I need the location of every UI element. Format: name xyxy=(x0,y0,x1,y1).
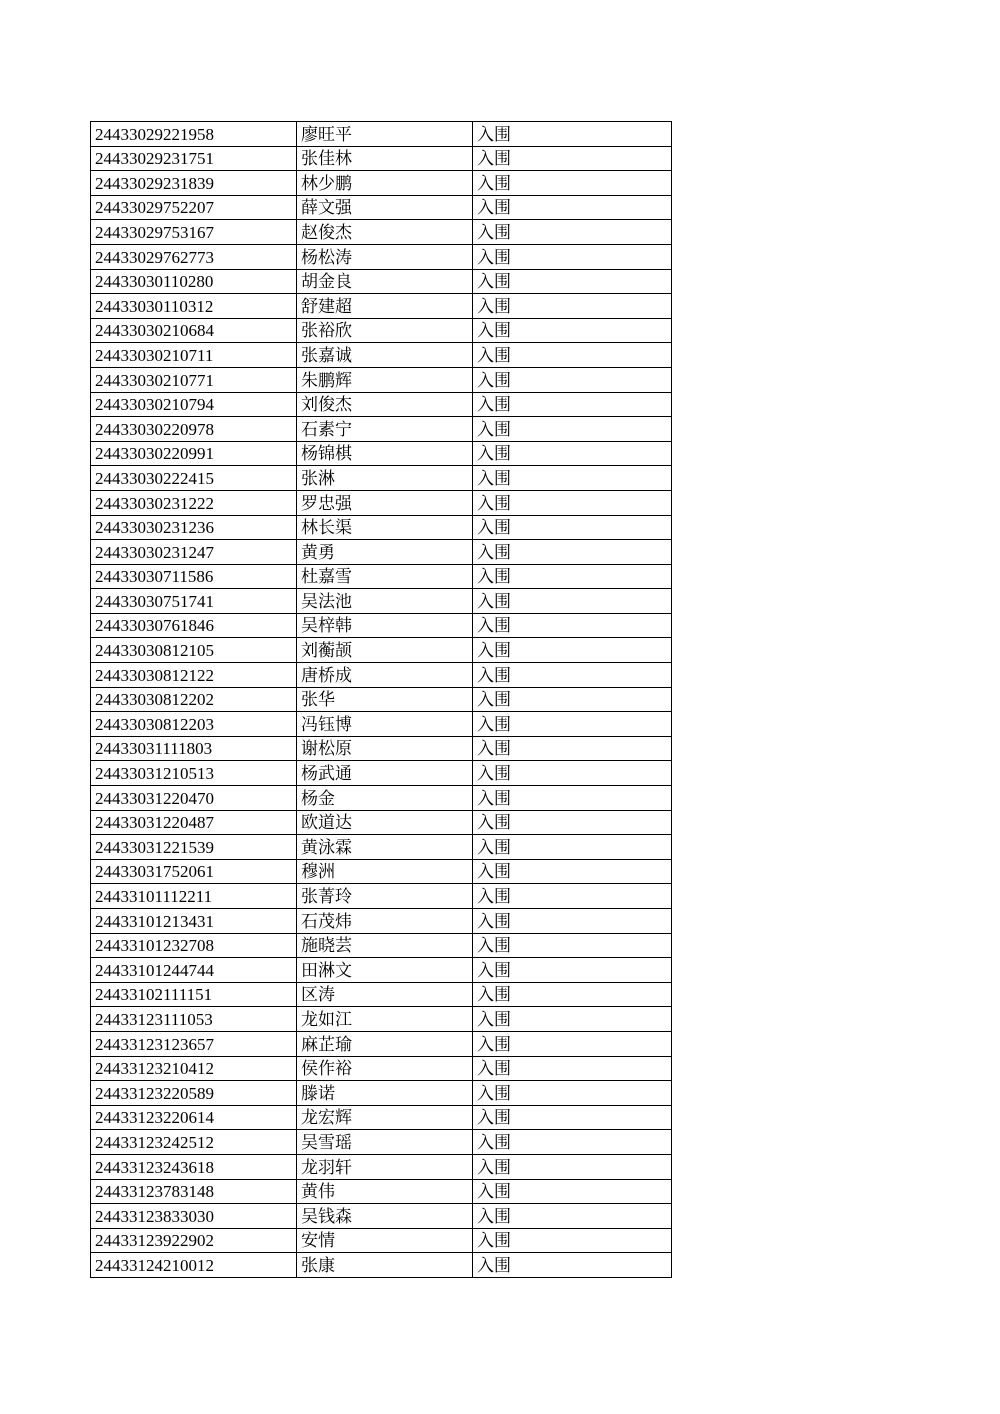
table-row xyxy=(91,269,672,294)
status-cell: 入围 xyxy=(473,1154,672,1179)
table-row xyxy=(91,564,672,589)
candidate-id-cell: 24433029752207 xyxy=(91,195,297,220)
candidate-name-cell: 黄伟 xyxy=(297,1179,473,1204)
candidate-id-cell: 24433123220614 xyxy=(91,1105,297,1130)
status-cell: 入围 xyxy=(473,786,672,811)
candidate-name-cell: 吴雪瑶 xyxy=(297,1130,473,1155)
table-row xyxy=(91,343,672,368)
table-row xyxy=(91,294,672,319)
table-row xyxy=(91,441,672,466)
table-row xyxy=(91,1253,672,1278)
candidate-id-cell: 24433030812203 xyxy=(91,712,297,737)
candidate-name-cell: 滕诺 xyxy=(297,1081,473,1106)
status-cell: 入围 xyxy=(473,1130,672,1155)
candidate-name-cell: 杨松涛 xyxy=(297,244,473,269)
table-row xyxy=(91,1081,672,1106)
candidate-name-cell: 石茂炜 xyxy=(297,909,473,934)
status-cell: 入围 xyxy=(473,589,672,614)
table-row xyxy=(91,958,672,983)
candidate-id-cell: 24433030220978 xyxy=(91,417,297,442)
candidate-id-cell: 24433030220991 xyxy=(91,441,297,466)
candidate-name-cell: 吴钱森 xyxy=(297,1204,473,1229)
candidate-id-cell: 24433123220589 xyxy=(91,1081,297,1106)
table-row xyxy=(91,1031,672,1056)
status-cell: 入围 xyxy=(473,392,672,417)
results-table xyxy=(90,121,672,1278)
candidate-id-cell: 24433030210684 xyxy=(91,318,297,343)
status-cell: 入围 xyxy=(473,1105,672,1130)
table-row xyxy=(91,490,672,515)
candidate-name-cell: 杜嘉雪 xyxy=(297,564,473,589)
candidate-name-cell: 刘俊杰 xyxy=(297,392,473,417)
candidate-name-cell: 吴梓韩 xyxy=(297,613,473,638)
candidate-name-cell: 林长渠 xyxy=(297,515,473,540)
status-cell: 入围 xyxy=(473,712,672,737)
status-cell: 入围 xyxy=(473,244,672,269)
candidate-name-cell: 张华 xyxy=(297,687,473,712)
candidate-id-cell: 24433123242512 xyxy=(91,1130,297,1155)
table-row xyxy=(91,933,672,958)
status-cell: 入围 xyxy=(473,490,672,515)
candidate-name-cell: 吴法池 xyxy=(297,589,473,614)
status-cell: 入围 xyxy=(473,564,672,589)
table-row xyxy=(91,663,672,688)
status-cell: 入围 xyxy=(473,1179,672,1204)
table-row xyxy=(91,1056,672,1081)
candidate-name-cell: 舒建超 xyxy=(297,294,473,319)
candidate-name-cell: 薛文强 xyxy=(297,195,473,220)
candidate-id-cell: 24433031111803 xyxy=(91,736,297,761)
results-table-body xyxy=(91,122,672,1278)
candidate-id-cell: 24433029231839 xyxy=(91,171,297,196)
status-cell: 入围 xyxy=(473,540,672,565)
candidate-name-cell: 张嘉诚 xyxy=(297,343,473,368)
candidate-name-cell: 谢松原 xyxy=(297,736,473,761)
candidate-name-cell: 侯作裕 xyxy=(297,1056,473,1081)
status-cell: 入围 xyxy=(473,1007,672,1032)
status-cell: 入围 xyxy=(473,294,672,319)
status-cell: 入围 xyxy=(473,958,672,983)
candidate-id-cell: 24433030210771 xyxy=(91,367,297,392)
table-row xyxy=(91,122,672,147)
table-row xyxy=(91,982,672,1007)
candidate-name-cell: 廖旺平 xyxy=(297,122,473,147)
candidate-id-cell: 24433030110312 xyxy=(91,294,297,319)
status-cell: 入围 xyxy=(473,933,672,958)
table-row xyxy=(91,1130,672,1155)
candidate-name-cell: 胡金良 xyxy=(297,269,473,294)
candidate-name-cell: 施晓芸 xyxy=(297,933,473,958)
candidate-id-cell: 24433030812122 xyxy=(91,663,297,688)
candidate-id-cell: 24433101232708 xyxy=(91,933,297,958)
candidate-id-cell: 24433101244744 xyxy=(91,958,297,983)
candidate-id-cell: 24433123111053 xyxy=(91,1007,297,1032)
table-row xyxy=(91,367,672,392)
candidate-id-cell: 24433123243618 xyxy=(91,1154,297,1179)
table-row xyxy=(91,195,672,220)
status-cell: 入围 xyxy=(473,343,672,368)
candidate-id-cell: 24433124210012 xyxy=(91,1253,297,1278)
candidate-id-cell: 24433031221539 xyxy=(91,835,297,860)
candidate-id-cell: 24433029221958 xyxy=(91,122,297,147)
status-cell: 入围 xyxy=(473,761,672,786)
candidate-name-cell: 张裕欣 xyxy=(297,318,473,343)
candidate-name-cell: 杨金 xyxy=(297,786,473,811)
table-row xyxy=(91,466,672,491)
table-row xyxy=(91,736,672,761)
table-row xyxy=(91,712,672,737)
candidate-name-cell: 欧道达 xyxy=(297,810,473,835)
status-cell: 入围 xyxy=(473,220,672,245)
candidate-id-cell: 24433030210711 xyxy=(91,343,297,368)
candidate-id-cell: 24433030222415 xyxy=(91,466,297,491)
status-cell: 入围 xyxy=(473,810,672,835)
status-cell: 入围 xyxy=(473,663,672,688)
table-row xyxy=(91,761,672,786)
candidate-name-cell: 张佳林 xyxy=(297,146,473,171)
status-cell: 入围 xyxy=(473,1081,672,1106)
table-row xyxy=(91,638,672,663)
candidate-id-cell: 24433101213431 xyxy=(91,909,297,934)
table-row xyxy=(91,146,672,171)
candidate-name-cell: 黄勇 xyxy=(297,540,473,565)
candidate-name-cell: 唐桥成 xyxy=(297,663,473,688)
candidate-name-cell: 刘蘅颉 xyxy=(297,638,473,663)
candidate-id-cell: 24433030751741 xyxy=(91,589,297,614)
status-cell: 入围 xyxy=(473,909,672,934)
candidate-id-cell: 24433030231247 xyxy=(91,540,297,565)
candidate-name-cell: 杨锦棋 xyxy=(297,441,473,466)
status-cell: 入围 xyxy=(473,1228,672,1253)
status-cell: 入围 xyxy=(473,982,672,1007)
table-row xyxy=(91,417,672,442)
status-cell: 入围 xyxy=(473,1253,672,1278)
status-cell: 入围 xyxy=(473,466,672,491)
table-row xyxy=(91,909,672,934)
candidate-name-cell: 张康 xyxy=(297,1253,473,1278)
candidate-name-cell: 麻芷瑜 xyxy=(297,1031,473,1056)
table-row xyxy=(91,244,672,269)
candidate-name-cell: 杨武通 xyxy=(297,761,473,786)
status-cell: 入围 xyxy=(473,515,672,540)
candidate-name-cell: 罗忠强 xyxy=(297,490,473,515)
candidate-name-cell: 朱鹏辉 xyxy=(297,367,473,392)
table-row xyxy=(91,220,672,245)
status-cell: 入围 xyxy=(473,859,672,884)
candidate-id-cell: 24433102111151 xyxy=(91,982,297,1007)
status-cell: 入围 xyxy=(473,417,672,442)
table-row xyxy=(91,515,672,540)
candidate-id-cell: 24433030812202 xyxy=(91,687,297,712)
candidate-id-cell: 24433030761846 xyxy=(91,613,297,638)
candidate-id-cell: 24433123123657 xyxy=(91,1031,297,1056)
candidate-name-cell: 安情 xyxy=(297,1228,473,1253)
candidate-name-cell: 黄泳霖 xyxy=(297,835,473,860)
candidate-id-cell: 24433031752061 xyxy=(91,859,297,884)
candidate-name-cell: 张菁玲 xyxy=(297,884,473,909)
status-cell: 入围 xyxy=(473,884,672,909)
status-cell: 入围 xyxy=(473,122,672,147)
table-row xyxy=(91,392,672,417)
candidate-id-cell: 24433123210412 xyxy=(91,1056,297,1081)
status-cell: 入围 xyxy=(473,171,672,196)
table-row xyxy=(91,1204,672,1229)
candidate-id-cell: 24433030812105 xyxy=(91,638,297,663)
candidate-name-cell: 穆洲 xyxy=(297,859,473,884)
candidate-id-cell: 24433029762773 xyxy=(91,244,297,269)
table-row xyxy=(91,1007,672,1032)
table-row xyxy=(91,835,672,860)
status-cell: 入围 xyxy=(473,441,672,466)
candidate-id-cell: 24433030231222 xyxy=(91,490,297,515)
table-row xyxy=(91,1228,672,1253)
candidate-name-cell: 龙如江 xyxy=(297,1007,473,1032)
status-cell: 入围 xyxy=(473,1056,672,1081)
table-row xyxy=(91,687,672,712)
candidate-name-cell: 张淋 xyxy=(297,466,473,491)
status-cell: 入围 xyxy=(473,835,672,860)
table-row xyxy=(91,810,672,835)
candidate-id-cell: 24433123833030 xyxy=(91,1204,297,1229)
table-row xyxy=(91,1105,672,1130)
status-cell: 入围 xyxy=(473,638,672,663)
status-cell: 入围 xyxy=(473,318,672,343)
status-cell: 入围 xyxy=(473,1031,672,1056)
candidate-id-cell: 24433123783148 xyxy=(91,1179,297,1204)
table-row xyxy=(91,859,672,884)
candidate-name-cell: 龙宏辉 xyxy=(297,1105,473,1130)
candidate-id-cell: 24433030231236 xyxy=(91,515,297,540)
candidate-id-cell: 24433030711586 xyxy=(91,564,297,589)
candidate-name-cell: 石素宁 xyxy=(297,417,473,442)
status-cell: 入围 xyxy=(473,687,672,712)
table-row xyxy=(91,786,672,811)
table-row xyxy=(91,884,672,909)
candidate-id-cell: 24433030110280 xyxy=(91,269,297,294)
candidate-id-cell: 24433101112211 xyxy=(91,884,297,909)
table-row xyxy=(91,318,672,343)
candidate-name-cell: 林少鹏 xyxy=(297,171,473,196)
status-cell: 入围 xyxy=(473,367,672,392)
candidate-id-cell: 24433030210794 xyxy=(91,392,297,417)
candidate-id-cell: 24433029231751 xyxy=(91,146,297,171)
candidate-id-cell: 24433031220470 xyxy=(91,786,297,811)
candidate-id-cell: 24433031220487 xyxy=(91,810,297,835)
table-row xyxy=(91,171,672,196)
table-row xyxy=(91,589,672,614)
table-row xyxy=(91,613,672,638)
table-row xyxy=(91,540,672,565)
candidate-name-cell: 冯钰博 xyxy=(297,712,473,737)
status-cell: 入围 xyxy=(473,1204,672,1229)
candidate-id-cell: 24433031210513 xyxy=(91,761,297,786)
candidate-name-cell: 赵俊杰 xyxy=(297,220,473,245)
status-cell: 入围 xyxy=(473,146,672,171)
table-row xyxy=(91,1179,672,1204)
status-cell: 入围 xyxy=(473,269,672,294)
status-cell: 入围 xyxy=(473,613,672,638)
table-row xyxy=(91,1154,672,1179)
candidate-id-cell: 24433123922902 xyxy=(91,1228,297,1253)
candidate-name-cell: 区涛 xyxy=(297,982,473,1007)
status-cell: 入围 xyxy=(473,195,672,220)
candidate-id-cell: 24433029753167 xyxy=(91,220,297,245)
candidate-name-cell: 龙羽轩 xyxy=(297,1154,473,1179)
candidate-name-cell: 田淋文 xyxy=(297,958,473,983)
status-cell: 入围 xyxy=(473,736,672,761)
